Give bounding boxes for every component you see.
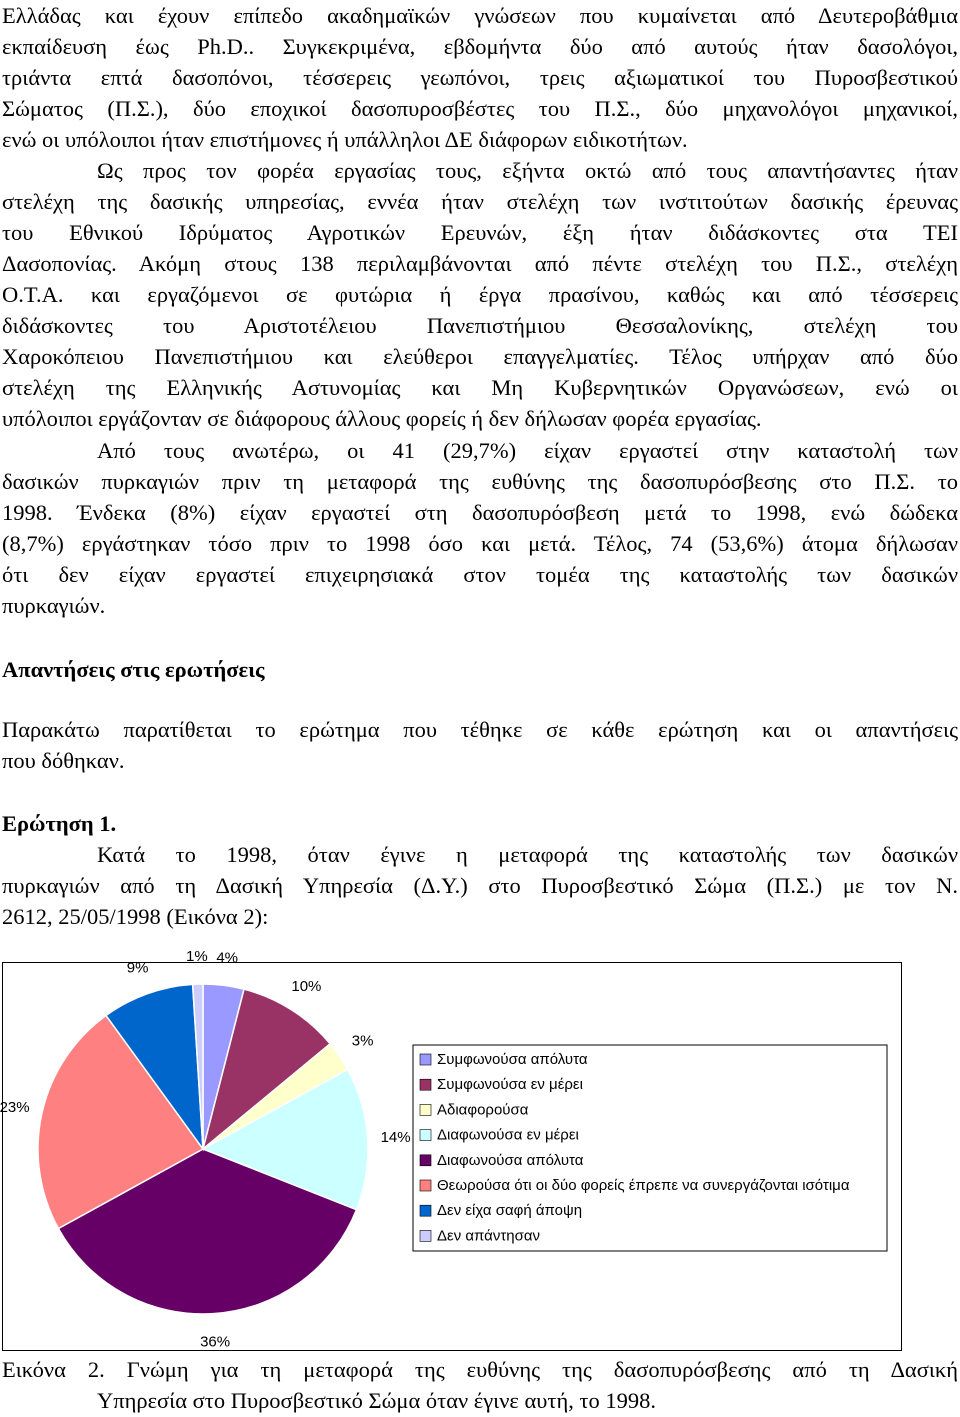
legend-label: Θεωρούσα ότι οι δύο φορείς έπρεπε να συνεργάζονται ισότιμα <box>437 1177 850 1194</box>
paragraph-line: Ελλάδας και έχουν επίπεδο ακαδημαϊκών γνώσεων που κυμαίνεται από Δευτεροβάθμια <box>2 3 958 28</box>
pie-slice-label: 4% <box>216 949 239 967</box>
pie-slice-label: 3% <box>351 1032 374 1050</box>
question-line: Κατά το 1998, όταν έγινε η μεταφορά της καταστολής των δασικών <box>97 842 958 867</box>
legend-label: Δεν απάντησαν <box>437 1227 541 1245</box>
section-heading: Απαντήσεις στις ερωτήσεις <box>2 657 265 682</box>
legend-swatch <box>420 1230 431 1241</box>
figure-caption: Εικόνα 2. Γνώμη για τη μεταφορά της ευθύνης της δασοπυρόσβεσης από τη Δασική <box>2 1357 958 1382</box>
intro-line: που δόθηκαν. <box>2 748 125 773</box>
paragraph-line: τριάντα επτά δασοπόνοι, τέσσερεις γεωπόνοι, τρεις αξιωματικοί του Πυροσβεστικού <box>2 65 958 90</box>
legend-swatch <box>420 1180 431 1191</box>
paragraph-line: Χαροκόπειου Πανεπιστήμιου και ελεύθεροι επαγγελματίες. Τέλος υπήρχαν από δύο <box>2 344 958 369</box>
chart-legend <box>413 1045 887 1251</box>
pie-slice-label: 1% <box>186 948 208 966</box>
paragraph-line: Από τους ανωτέρω, οι 41 (29,7%) είχαν εργαστεί στην καταστολή των <box>97 438 958 463</box>
legend-label: Διαφωνούσα εν μέρει <box>437 1126 579 1144</box>
paragraph-line: στελέχη της δασικής υπηρεσίας, εννέα ήταν στελέχη των ινστιτούτων δασικής έρευνας <box>2 189 958 214</box>
paragraph-line: (8,7%) εργάστηκαν τόσο πριν το 1998 όσο και μετά. Τέλος, 74 (53,6%) άτομα δήλωσαν <box>2 531 958 556</box>
legend-label: Συμφωνούσα εν μέρει <box>437 1076 583 1094</box>
question-line: πυρκαγιών από τη Δασική Υπηρεσία (Δ.Υ.) στο Πυροσβεστικό Σώμα (Π.Σ.) με τον Ν. <box>2 873 958 898</box>
legend-label: Διαφωνούσα απόλυτα <box>437 1151 584 1169</box>
paragraph-line: ενώ οι υπόλοιποι ήταν επιστήμονες ή υπάλληλοι ΔΕ διάφορων ειδικοτήτων. <box>2 127 688 152</box>
paragraph-line: 1998. Ένδεκα (8%) είχαν εργαστεί στη δασοπυρόσβεση μετά το 1998, ενώ δώδεκα <box>2 500 958 525</box>
legend-swatch <box>420 1104 431 1115</box>
legend-swatch <box>420 1205 431 1216</box>
legend-label: Συμφωνούσα απόλυτα <box>437 1051 588 1068</box>
legend-label: Αδιαφορούσα <box>437 1101 529 1119</box>
pie-slice-label: 36% <box>200 1333 231 1351</box>
paragraph-line: πυρκαγιών. <box>2 593 106 618</box>
legend-swatch <box>420 1155 431 1166</box>
paragraph-line: στελέχη της Ελληνικής Αστυνομίας και Μη Κυβερνητικών Οργανώσεων, ενώ οι <box>2 375 958 400</box>
legend-swatch <box>420 1054 431 1065</box>
paragraph-line: Σώματος (Π.Σ.), δύο εποχικοί δασοπυροσβέστες του Π.Σ., δύο μηχανολόγοι μηχανικοί, <box>2 96 958 121</box>
question-line: 2612, 25/05/1998 (Εικόνα 2): <box>2 904 269 929</box>
paragraph-line: Δασοπονίας. Ακόμη στους 138 περιλαμβάνονται από πέντε στελέχη του Π.Σ., στελέχη <box>2 251 958 276</box>
paragraph-line: του Εθνικού Ιδρύματος Αγροτικών Ερευνών, έξη ήταν διδάσκοντες στα ΤΕΙ <box>2 220 958 245</box>
pie-slice-label: 10% <box>291 978 322 995</box>
chart-frame <box>0 948 902 1351</box>
pie-slice-label: 14% <box>380 1128 411 1146</box>
paragraph-line: διδάσκοντες του Αριστοτέλειου Πανεπιστήμιου Θεσσαλονίκης, στελέχη του <box>2 313 958 338</box>
pie-slices <box>38 984 368 1314</box>
pie-slice-label: 23% <box>0 1098 30 1116</box>
paragraph-line: Ως προς τον φορέα εργασίας τους, εξήντα οκτώ από τους απαντήσαντες ήταν <box>97 158 958 183</box>
legend-label: Δεν είχα σαφή άποψη <box>437 1202 583 1220</box>
paragraph-line: δασικών πυρκαγιών πριν τη μεταφορά της ευθύνης της δασοπυρόσβεσης στο Π.Σ. το <box>2 469 958 494</box>
paragraph-line: υπόλοιποι εργάζονταν σε διάφορους άλλους φορείς ή δεν δήλωσαν φορέα εργασίας. <box>2 406 762 431</box>
paragraph-line: εκπαίδευση έως Ph.D.. Συγκεκριμένα, εβδομήντα δύο από αυτούς ήταν δασολόγοι, <box>2 34 958 59</box>
pie-chart <box>0 948 901 1351</box>
paragraph-line: Ο.Τ.Α. και εργαζόμενοι σε φυτώρια ή έργα πρασίνου, καθώς και από τέσσερεις <box>2 282 958 307</box>
question-title: Ερώτηση 1. <box>2 811 117 836</box>
pie-slice-label: 9% <box>126 959 149 977</box>
figure-caption: Υπηρεσία στο Πυροσβεστικό Σώμα όταν έγινε αυτή, το 1998. <box>97 1388 657 1413</box>
legend-swatch <box>420 1130 431 1141</box>
legend-swatch <box>420 1079 431 1090</box>
intro-line: Παρακάτω παρατίθεται το ερώτημα που τέθηκε σε κάθε ερώτηση και οι απαντήσεις <box>2 717 958 742</box>
paragraph-line: ότι δεν είχαν εργαστεί επιχειρησιακά στον τομέα της καταστολής των δασικών <box>2 562 958 587</box>
